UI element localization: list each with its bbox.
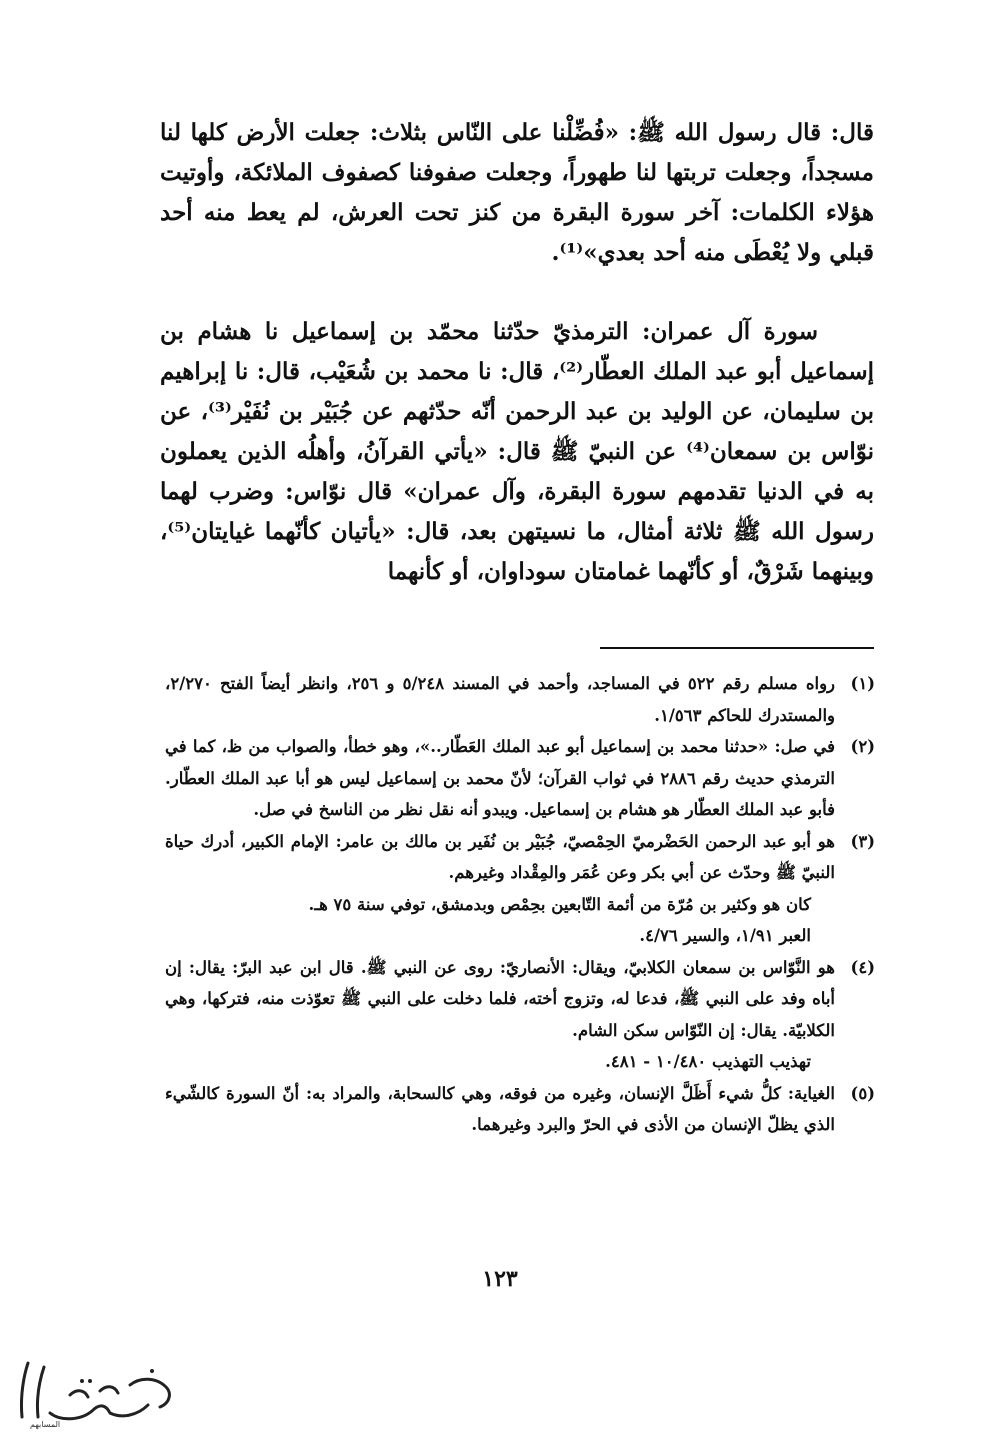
svg-text:المسابهم: المسابهم	[30, 1420, 61, 1429]
footnote-number: (٤)	[850, 957, 875, 977]
footnote-text: رواه مسلم رقم ٥٢٢ في المساجد، وأحمد في المسند ٥/٢٤٨ و ٢٥٦، وانظر أيضاً الفتح ٢/٢٧٠، والمستدرك للحاكم ١/٥٦٣.	[165, 674, 835, 725]
footnote-number: (٣)	[850, 831, 875, 851]
footnote-4	[165, 952, 875, 1047]
footnote-3-continuation-2: العبر ١/٩١، والسير ٤/٧٦.	[639, 926, 811, 945]
footnote-number: (٢)	[850, 737, 875, 756]
footnote-text: الغياية: كلُّ شيء أَظَلَّ الإنسان، وغيره من فوقه، وهي كالسحابة، والمراد به: أنّ السورة كالشّيء الذي يظلّ الإنسان من الأذى في الحرّ والبرد وغيرهما.	[165, 1083, 835, 1134]
main-paragraph-1: قال: قال رسول الله ﷺ: «فُضِّلْنا على النّاس بثلاث: جعلت الأرض كلها لنا مسجداً، وجعلت تربتها لنا طهوراً، وجعلت صفوفنا كصفوف الملائكة، وأوتيت هؤلاء الكلمات: آخر سورة البقرة من كنز تحت العرش، لم يعط منه أحد قبلي ولا يُعْطَى منه أحد بعدي»⁽¹⁾.	[160, 119, 874, 266]
page-number: ١٢٣	[482, 1266, 518, 1292]
calligraphy-logo-icon	[10, 1355, 180, 1430]
footnote-5	[165, 1078, 875, 1141]
footnote-text: في صل: «حدثنا محمد بن إسماعيل أبو عبد الملك العَطّار..»، وهو خطأ، والصواب من ظ، كما في الترمذي حديث رقم ٢٨٨٦ في ثواب القرآن؛ لأنّ محمد بن إسماعيل ليس هو أبا عبد الملك العطّار. فأبو عبد الملك العطّار هو هشام بن إسماعيل. ويبدو أنه نقل نظر من الناسخ في صل.	[165, 737, 836, 819]
footnote-2	[165, 731, 875, 826]
footnotes	[165, 668, 875, 1141]
footnote-1	[165, 668, 875, 731]
footnote-text: هو النَّوّاس بن سمعان الكلابيّ، ويقال: الأنصاريّ: روى عن النبي ﷺ. قال ابن عبد البرّ: يقال: إن أباه وفد على النبي ﷺ، فدعا له، وتزوج أخته، فلما دخلت على النبي ﷺ تعوّذت منه، فتركها، وهي الكلابيّة. يقال: إن النّوّاس سكن الشام.	[165, 957, 835, 1040]
footnote-4-continuation: تهذيب التهذيب ١٠/٤٨٠ - ٤٨١.	[605, 1052, 811, 1071]
main-paragraph-2: سورة آل عمران: الترمذيّ حدّثنا محمّد بن إسماعيل نا هشام بن إسماعيل أبو عبد الملك العطّار⁽²⁾، قال: نا محمد بن شُعَيْب، قال: نا إبراهيم بن سليمان، عن الوليد بن عبد الرحمن أنّه حدّثهم عن جُبَيْر بن نُفَيْر⁽³⁾، عن نوّاس بن سمعان⁽⁴⁾ عن النبيّ ﷺ قال: «يأتي القرآنُ، وأهلُه الذين يعملون به في الدنيا تقدمهم سورة البقرة، وآل عمران» قال نوّاس: وضرب لهما رسول الله ﷺ ثلاثة أمثال، ما نسيتهن بعد، قال: «يأتيان كأنّهما غيايتان⁽⁵⁾، وبينهما شَرْقٌ، أو كأنّهما غمامتان سوداوان، أو كأنهما	[160, 318, 875, 585]
footnote-3	[165, 826, 875, 889]
footnote-number: (١)	[850, 674, 875, 693]
footnote-3-continuation-1: كان هو وكثير بن مُرّة من أئمة التّابعين بحِمْص وبدمشق، توفي سنة ٧٥ هـ.	[308, 894, 811, 914]
footnote-separator	[600, 647, 874, 649]
footnote-number: (٥)	[850, 1083, 875, 1103]
footnote-text: هو أبو عبد الرحمن الحَضْرميّ الحِمْصيّ، جُبَيْر بن نُفَير بن مالك بن عامر: الإمام الكبير، أدرك حياة النبيّ ﷺ وحدّث عن أبي بكر وعن عُمَر والمِقْداد وغيرهم.	[165, 831, 835, 882]
